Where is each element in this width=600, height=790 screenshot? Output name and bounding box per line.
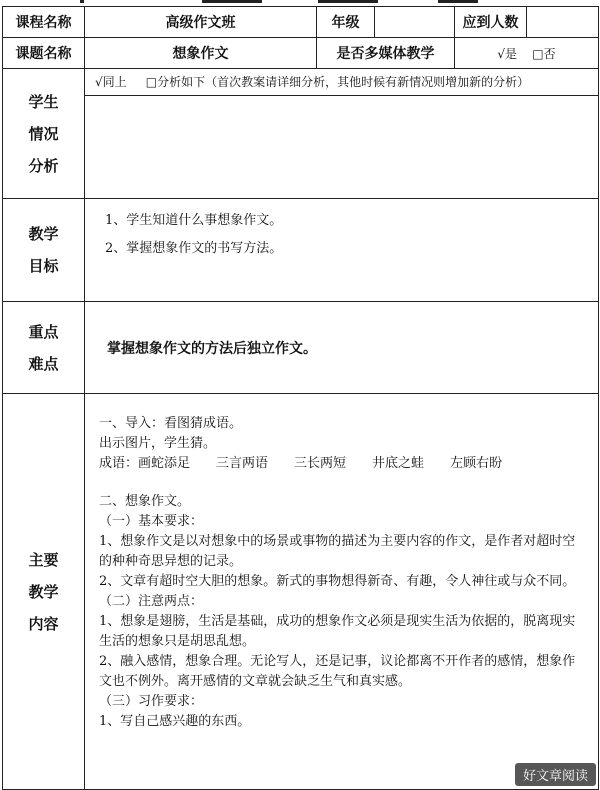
multimedia-no: □否 (532, 46, 556, 61)
multimedia-options (455, 38, 599, 69)
objectives-list (85, 199, 599, 302)
content-row (3, 394, 599, 790)
notes-item-2: 2、融入感情，想象合理。无论写人，还是记事，议论都离不开作者的感情，想象作文也不例外。离开感情的文章就会缺乏生气和真实感。 (99, 654, 576, 689)
section2-title: 二、想象作文。 (99, 494, 191, 509)
idiom: 三长两短 (294, 456, 347, 471)
course-row (3, 7, 599, 38)
objectives-row (3, 199, 599, 302)
topic-row (3, 38, 599, 69)
idioms-prefix: 成语：画蛇添足 (99, 456, 191, 471)
objective-item: 2、掌握想象作文的书写方法。 (105, 241, 283, 256)
practice-title: （三）习作要求： (99, 694, 204, 709)
key-points-text: 掌握想象作文的方法后独立作文。 (85, 302, 599, 394)
lesson-plan-table (2, 6, 599, 790)
content-label: 主要 教学 内容 (3, 394, 85, 790)
multimedia-yes: √是 (497, 46, 518, 61)
basic-item-2: 2、文章有超时空大胆的想象。新式的事物想得新奇、有趣，令人神往或与众不同。 (99, 574, 576, 589)
basic-item-1: 1、想象作文是以对想象中的场景或事物的描述为主要内容的作文，是作者对超时空的种种奇思异想的记录。 (99, 534, 576, 569)
key-points-label: 重点 难点 (3, 302, 85, 394)
idiom: 井底之蛙 (372, 456, 425, 471)
course-value: 高级作文班 (85, 7, 317, 38)
site-watermark: 好文章阅读 (515, 763, 596, 786)
student-analysis-row (3, 69, 599, 199)
course-label: 课程名称 (3, 7, 85, 38)
student-analysis-body (85, 69, 599, 199)
idiom: 左顾右盼 (450, 456, 503, 471)
option-same: √同上 (95, 75, 127, 89)
key-points-row (3, 302, 599, 394)
attendance-label: 应到人数 (455, 7, 527, 38)
topic-label: 课题名称 (3, 38, 85, 69)
practice-item-1: 1、写自己感兴趣的东西。 (99, 714, 251, 729)
student-analysis-label: 学生 情况 分析 (3, 69, 85, 199)
grade-value (375, 7, 455, 38)
notes-item-1: 1、想象是翅膀，生活是基础，成功的想象作文必须是现实生活为依据的，脱离现实生活的想象只是胡思乱想。 (99, 614, 576, 649)
multimedia-label: 是否多媒体教学 (317, 38, 455, 69)
grade-label: 年级 (317, 7, 375, 38)
option-analysis: □分析如下（首次教案请详细分析，其他时候有新情况则增加新的分析） (145, 75, 530, 89)
objective-item: 1、学生知道什么事想象作文。 (105, 213, 283, 228)
topic-value: 想象作文 (85, 38, 317, 69)
attendance-value (527, 7, 599, 38)
notes-title: （二）注意两点： (99, 594, 204, 609)
objectives-label: 教学 目标 (3, 199, 85, 302)
idioms-line (99, 454, 584, 474)
idiom: 三言两语 (216, 456, 269, 471)
basic-title: （一）基本要求： (99, 514, 204, 529)
intro-title: 一、导入：看图猜成语。 (99, 416, 243, 431)
intro-line: 出示图片，学生猜。 (99, 436, 217, 451)
content-body (85, 394, 599, 790)
